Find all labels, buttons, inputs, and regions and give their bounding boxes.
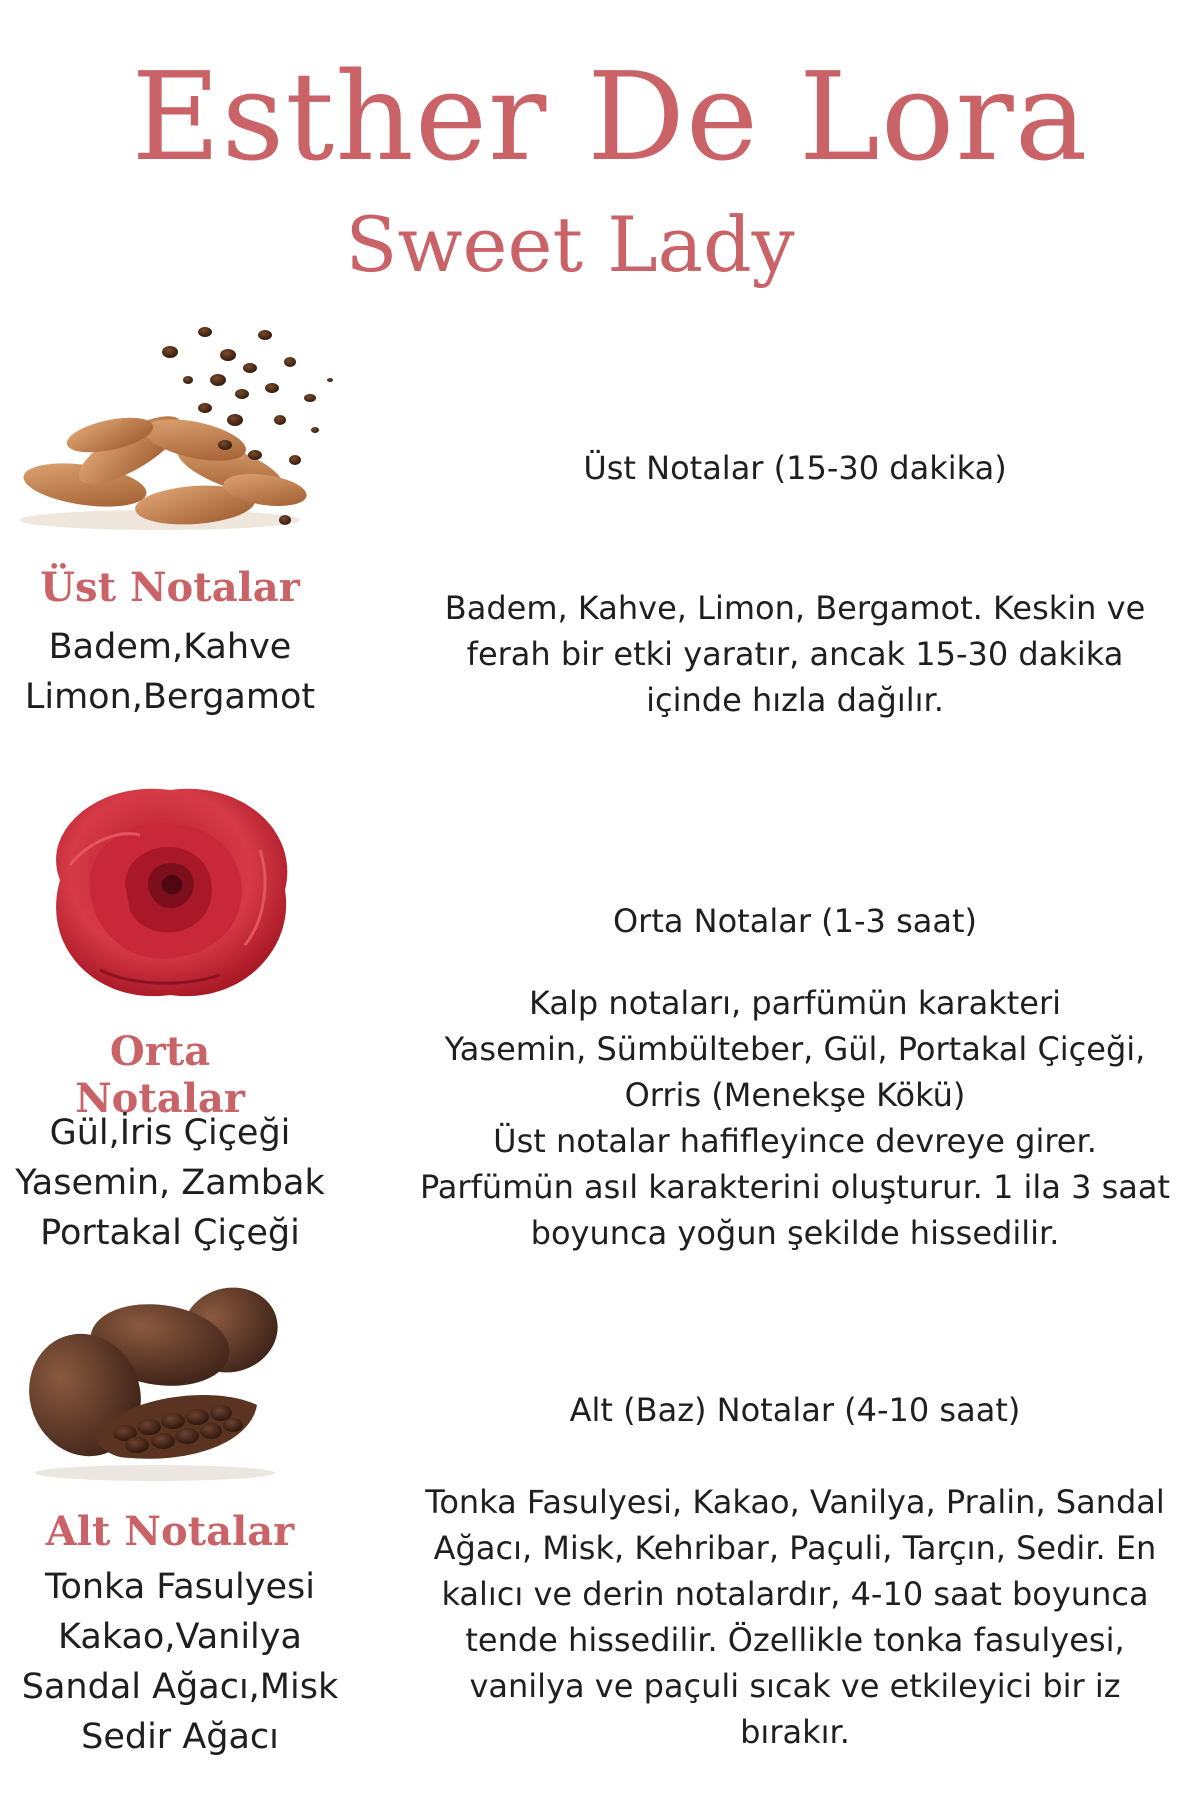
list-item: Tonka Fasulyesi	[45, 1567, 315, 1607]
base-notes-list	[0, 1562, 360, 1762]
middle-notes-heading: Orta Notalar (1-3 saat)	[612, 902, 977, 940]
top-notes-list	[0, 622, 340, 722]
description-line: Orris (Menekşe Kökü)	[624, 1076, 966, 1114]
list-item: Portakal Çiçeği	[40, 1213, 300, 1253]
list-item: Kakao,Vanilya	[58, 1617, 302, 1657]
list-item: Gül,İris Çiçeği	[49, 1113, 291, 1153]
section-title-top: Üst Notalar	[40, 564, 300, 611]
list-item: Yasemin, Zambak	[15, 1163, 325, 1203]
description-line: boyunca yoğun şekilde hissedilir.	[530, 1214, 1060, 1252]
rose-icon	[30, 770, 310, 1010]
almond-coffee-icon	[10, 320, 380, 545]
description-line: Parfümün asıl karakterini oluşturur. 1 ila 3 saat	[419, 1168, 1171, 1206]
description-line: Yasemin, Sümbülteber, Gül, Portakal Çiçeği,	[444, 1030, 1146, 1068]
top-notes-heading: Üst Notalar (15-30 dakika)	[583, 449, 1007, 487]
base-notes-description: Tonka Fasulyesi, Kakao, Vanilya, Pralin, Sandal Ağacı, Misk, Kehribar, Paçuli, Tarçın, Sedir. En kalıcı ve derin notalardır, 4-10 saat boyunca tende hissedilir. Özellikle tonka fasulyesi, vanilya ve paçuli sıcak ve etkileyici bir iz bırakır.	[425, 1483, 1165, 1751]
middle-notes-description	[395, 980, 1195, 1256]
middle-notes-list	[0, 1108, 340, 1258]
section-title-base: Alt Notalar	[45, 1508, 295, 1555]
description-line: Üst notalar hafifleyince devreye girer.	[493, 1122, 1097, 1160]
brand-title: Esther De Lora	[131, 46, 1089, 188]
top-notes-description: Badem, Kahve, Limon, Bergamot. Keskin ve ferah bir etki yaratır, ancak 15-30 dakika içinde hızla dağılır.	[444, 589, 1146, 719]
list-item: Sedir Ağacı	[81, 1717, 279, 1757]
list-item: Badem,Kahve	[48, 627, 292, 667]
cacao-pod-icon	[25, 1285, 295, 1485]
description-line: Kalp notaları, parfümün karakteri	[529, 984, 1061, 1022]
list-item: Sandal Ağacı,Misk	[21, 1667, 339, 1707]
section-title-middle: Orta Notalar	[75, 1028, 245, 1122]
product-title: Sweet Lady	[345, 200, 795, 289]
list-item: Limon,Bergamot	[24, 677, 316, 717]
base-notes-heading: Alt (Baz) Notalar (4-10 saat)	[569, 1391, 1021, 1429]
